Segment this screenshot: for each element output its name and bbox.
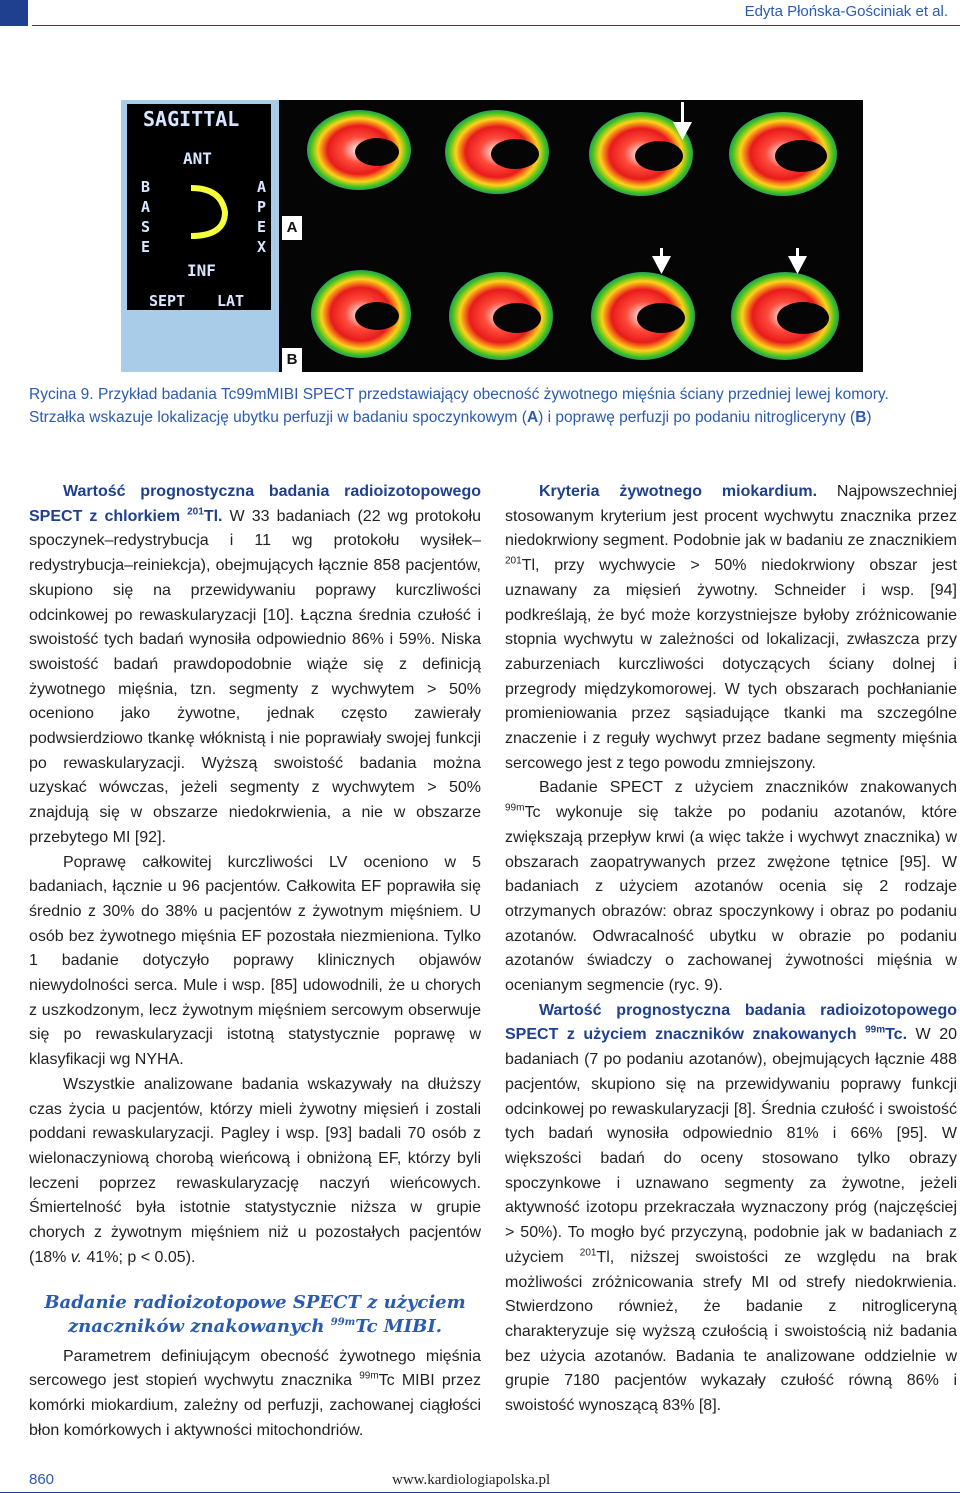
paragraph-heading-end: Tc. — [885, 1026, 908, 1044]
caption-line2-mid: ) i poprawę perfuzji po podaniu nitrogliceryny ( — [538, 409, 856, 426]
paragraph-viability-criteria — [505, 480, 957, 776]
paragraph-lv-contractility: Poprawę całkowitej kurczliwości LV oceniono w 5 badaniach, łącznie u 96 pacjentów. Całkowita EF poprawiła się średnio z 30% do 38% u pacjentów z żywotnym mięśniem. U osób bez żywotnego mięśnia EF pozostała niezmieniona. Tylko 1 badanie dotyczyło poprawy klinicznych objawów niewydolności serca. Mule i wsp. [85] udowodnili, że u chorych z uszkodzonym, lecz żywotnym mięśniem sercowym obserwuje się po rewaskularyzacji istotną statystycznie poprawę w klasyfikacji wg NYHA. — [29, 853, 481, 1069]
paragraph-text: W 33 badaniach (22 wg protokołu spoczynek–redystrybucja i 11 wg protokołu wysiłek–redystrybucja–reiniekcja), obejmujących łącznie 858 pacjentów, skupiono się na przewidywaniu poprawy kurczliwości odcinkowej po rewaskularyzacji [10]. Łączna średnia czułość i swoistość tych badań wynosiła odpowiednio 86% i 59%. Niska swoistość badań prawdopodobnie wiąże się z definicją żywotnego mięśnia, tzn. segmenty z wychwytem > 50% oceniono jako żywotne, jednak często zawierały podwsierdziowo tkankę włóknistą i nie poprawiały swojej funkcji po rewaskularyzacji. Wyższą swoistość badania można uzyskać wówczas, jeżeli segmenty z wychwytem > 50% znajdują się w obszarze niedokrwienia, a nie w obszarze przebytego MI [92]. — [29, 507, 482, 846]
paragraph-text-end: 41%; p < 0.05). — [82, 1248, 196, 1266]
superscript: 99m — [505, 802, 525, 814]
paragraph-heading: Wartość prognostyczna badania radioizotopowego SPECT z chlorkiem — [29, 483, 481, 525]
paragraph-text: Parametrem definiującym obecność żywotnego mięśnia sercowego jest stopień wychwytu znacznika — [29, 1347, 481, 1390]
paragraph-text-end: Tl, niższej swoistości ze względu na brak możliwości zróżnicowania strefy MI od strefy niedokrwienia. Stwierdzono również, że badanie z nitrogliceryną charakteryzuje się wyższą czułością i swoistością niż badania bez użycia azotanów. Badania te analizowane oddzielnie w grupie 7180 pacjentów wykazały czułość równą 86% i swoistość wynoszącą 83% [8]. — [505, 1248, 958, 1415]
superscript: 201 — [187, 506, 204, 518]
paragraph-prognostic-technetium — [505, 999, 957, 1419]
running-header-author: Edyta Płońska-Gościniak et al. — [744, 3, 948, 20]
paragraph-text: Wszystkie analizowane badania wskazywały na dłuższy czas życia u pacjentów, którzy mieli żywotny mięsień i zostali poddani rewaskularyzacji. Pagley i wsp. [93] badali 70 osób z wielonaczyniową chorobą wieńcową i obniżoną EF, którzy byli leczeni poprzez rewaskularyzację naczyń wieńcowych. Śmiertelność była istotnie statystycznie niższa w grupie chorych z żywotnym mięśniem niż u pozostałych pacjentów (18% — [29, 1075, 481, 1266]
paragraph-mibi-definition — [29, 1345, 481, 1444]
footer-url[interactable]: www.kardiologiapolska.pl — [392, 1472, 551, 1488]
paragraph-heading-end: Tl. — [203, 507, 223, 525]
panel-label-apex-x: X — [257, 238, 267, 256]
caption-ref-a: A — [526, 409, 539, 426]
caption-title: Rycina 9. — [29, 386, 94, 403]
section-heading-line2: znaczników znakowanych — [67, 1315, 331, 1337]
superscript: 99m — [865, 1025, 886, 1037]
paragraph-text-end: Tc wykonuje się także po podaniu azotanów, które zwiększają przepływ krwi (a więc także i wychwyt znacznika) w obszarach zaopatrywanych przez zwężone tętnice [95]. W badaniach z użyciem azotanów ocenia się 2 rodzaje otrzymanych obrazów: obraz spoczynkowy i obraz po podaniu azotanów. Odwracalność ubytku w obrazie po podaniu azotanów świadczy o zachowanej żywotności mięśnia w ocenianym segmencie (ryc. 9). — [505, 804, 957, 995]
panel-label-apex-a: A — [257, 178, 267, 196]
figure-caption — [29, 383, 934, 429]
panel-label-base-e: E — [141, 238, 151, 256]
caption-line2-end: ) — [866, 409, 872, 426]
paragraph-nitrates — [505, 776, 957, 998]
panel-label-ant: ANT — [183, 149, 212, 168]
panel-label-apex-p: P — [257, 198, 267, 216]
paragraph-text: Najpowszechniej stosowanym kryterium jest procent wychwytu znacznika przez niedokrwiony segment. Podobnie jak w badaniu ze znacznikiem — [505, 483, 957, 550]
header-color-block — [0, 0, 28, 26]
paragraph-survival — [29, 1073, 481, 1271]
figure-image — [121, 100, 863, 372]
superscript: 99m — [359, 1370, 379, 1382]
caption-line2-start: Strzałka wskazuje lokalizację ubytku perfuzji w badaniu spoczynkowym ( — [29, 409, 527, 426]
caption-ref-b: B — [855, 409, 867, 426]
superscript: 201 — [579, 1247, 597, 1259]
panel-label-base-b: B — [141, 178, 151, 196]
paragraph-heading: Kryteria żywotnego miokardium. — [539, 483, 818, 500]
paragraph-text-end: Tc MIBI przez komórki miokardium, zależny od perfuzji, zachowanej ciągłości błon komórkowych i aktywności mitochondriów. — [29, 1372, 482, 1439]
italic-versus: v. — [70, 1248, 83, 1266]
section-heading-line1: Badanie radioizotopowe SPECT z użyciem — [44, 1291, 466, 1313]
superscript: 99m — [330, 1316, 356, 1328]
section-heading-line2-end: Tc MIBI. — [355, 1315, 443, 1337]
left-column — [29, 480, 481, 1443]
header-rule — [32, 25, 960, 26]
caption-line1: Przykład badania Tc99mMIBI SPECT przedstawiający obecność żywotnego mięśnia ściany przedniej lewej komory. — [97, 386, 889, 403]
panel-label-lat: LAT — [217, 292, 245, 310]
figure-label-a: A — [282, 216, 302, 240]
panel-label-base-a: A — [141, 198, 151, 216]
panel-label-sept: SEPT — [149, 292, 186, 310]
paragraph-text: W 20 badaniach (7 po podaniu azotanów), obejmujących łącznie 488 pacjentów, skupiono się na przewidywaniu poprawy funkcji odcinkowej po rewaskularyzacji [8]. Średnia czułość i swoistość tych badań wynosiła odpowiednio 81% i 66% [95]. W większości badań do oceny stosowano tylko obrazy spoczynkowe i uznawano segmenty za żywotne, jeżeli aktywność izotopu przekraczała wyznaczony próg (najczęściej > 50%). To mogło być przyczyną, podobnie jak w badaniach z użyciem — [505, 1026, 957, 1266]
paragraph-heading: Wartość prognostyczna badania radioizotopowego SPECT z użyciem znaczników znakowanych — [505, 1001, 957, 1044]
paragraph-text: Badanie SPECT z użyciem znaczników znakowanych — [539, 779, 957, 797]
panel-label-base-s: S — [141, 218, 151, 236]
page-number: 860 — [29, 1471, 55, 1488]
paragraph-prognostic-thallium — [29, 480, 481, 851]
figure-spect-images — [121, 100, 863, 372]
figure-label-b: B — [282, 348, 302, 372]
superscript: 201 — [505, 555, 522, 567]
section-heading — [29, 1291, 481, 1339]
paragraph-text-end: Tl, przy wychwycie > 50% niedokrwiony obszar jest uznawany za mięsień żywotny. Schneider i wsp. [94] podkreślają, że być może korzystniejsze byłoby zróżnicowanie stopnia wychwytu w zależności od lokalizacji, zwłaszcza przy zaburzeniach kurczliwości dotyczących ściany dolnej i przegrody międzykomorowej. W tych obszarach pochłanianie promieniowania przez sąsiadujące tkanki ma szczególne znaczenie i z reguły wychwyt przez badane segmenty mięśnia sercowego jest z tego powodu zmniejszony. — [505, 557, 957, 772]
panel-label-apex-e: E — [257, 218, 267, 236]
right-column — [505, 480, 957, 1419]
panel-label-inf: INF — [187, 261, 216, 280]
panel-label-sagittal: SAGITTAL — [143, 107, 240, 131]
